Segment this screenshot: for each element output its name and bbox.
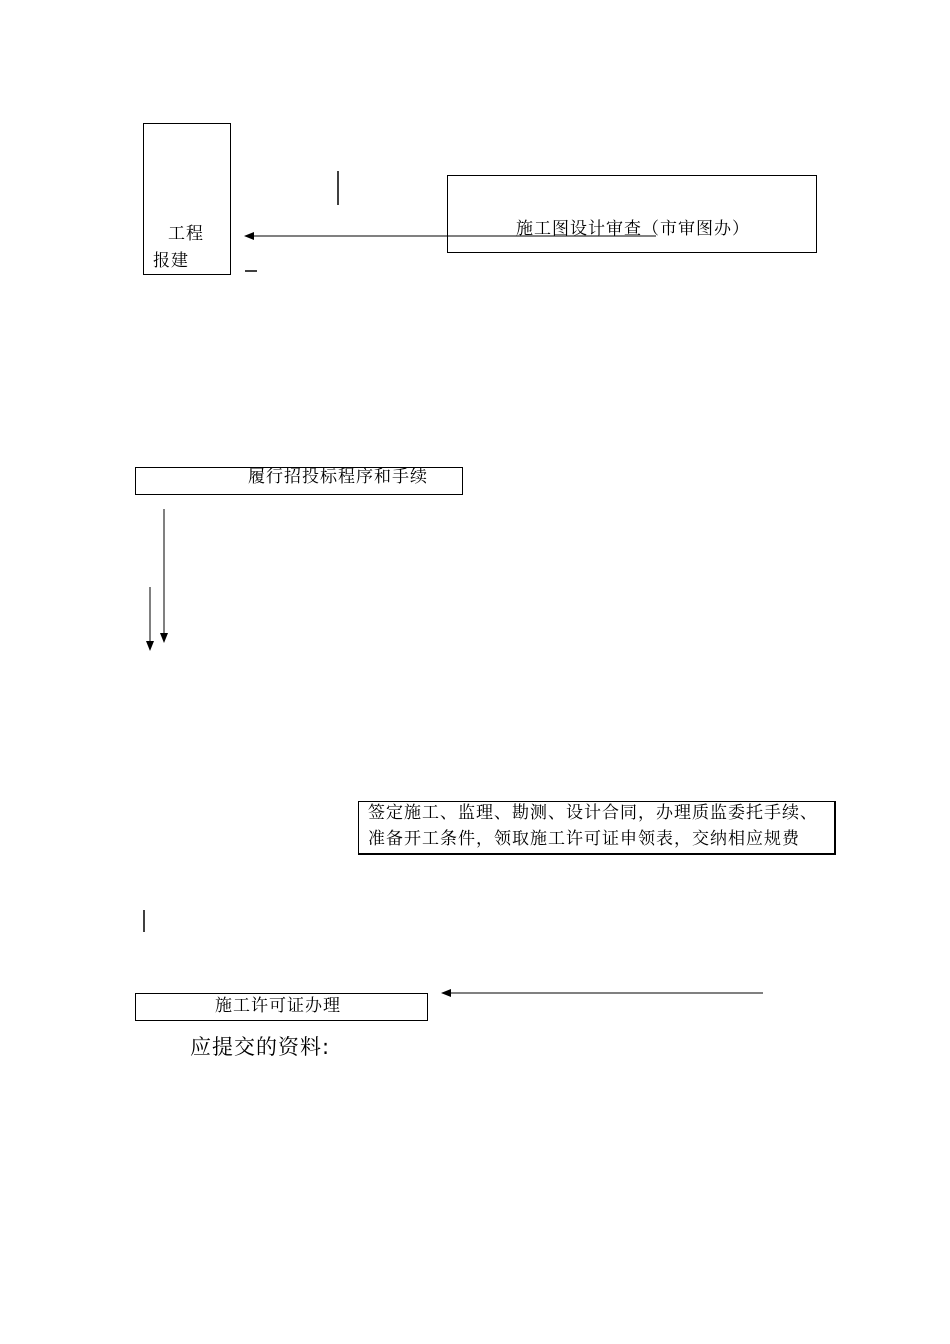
contracts-label-line2: 准备开工条件，领取施工许可证申领表，交纳相应规费 xyxy=(368,829,800,849)
materials-heading: 应提交的资料: xyxy=(190,1035,331,1059)
project-registration-label-line1: 工程 xyxy=(168,224,204,244)
contracts-label-line1: 签定施工、监理、勘测、设计合同，办理质监委托手续、 xyxy=(368,803,818,823)
bidding-label: 履行招投标程序和手续 xyxy=(248,467,428,487)
project-registration-label-line2: 报建 xyxy=(153,251,189,271)
construction-permit-label: 施工许可证办理 xyxy=(215,996,341,1016)
drawing-review-label: 施工图设计审查（市审图办） xyxy=(516,219,750,239)
